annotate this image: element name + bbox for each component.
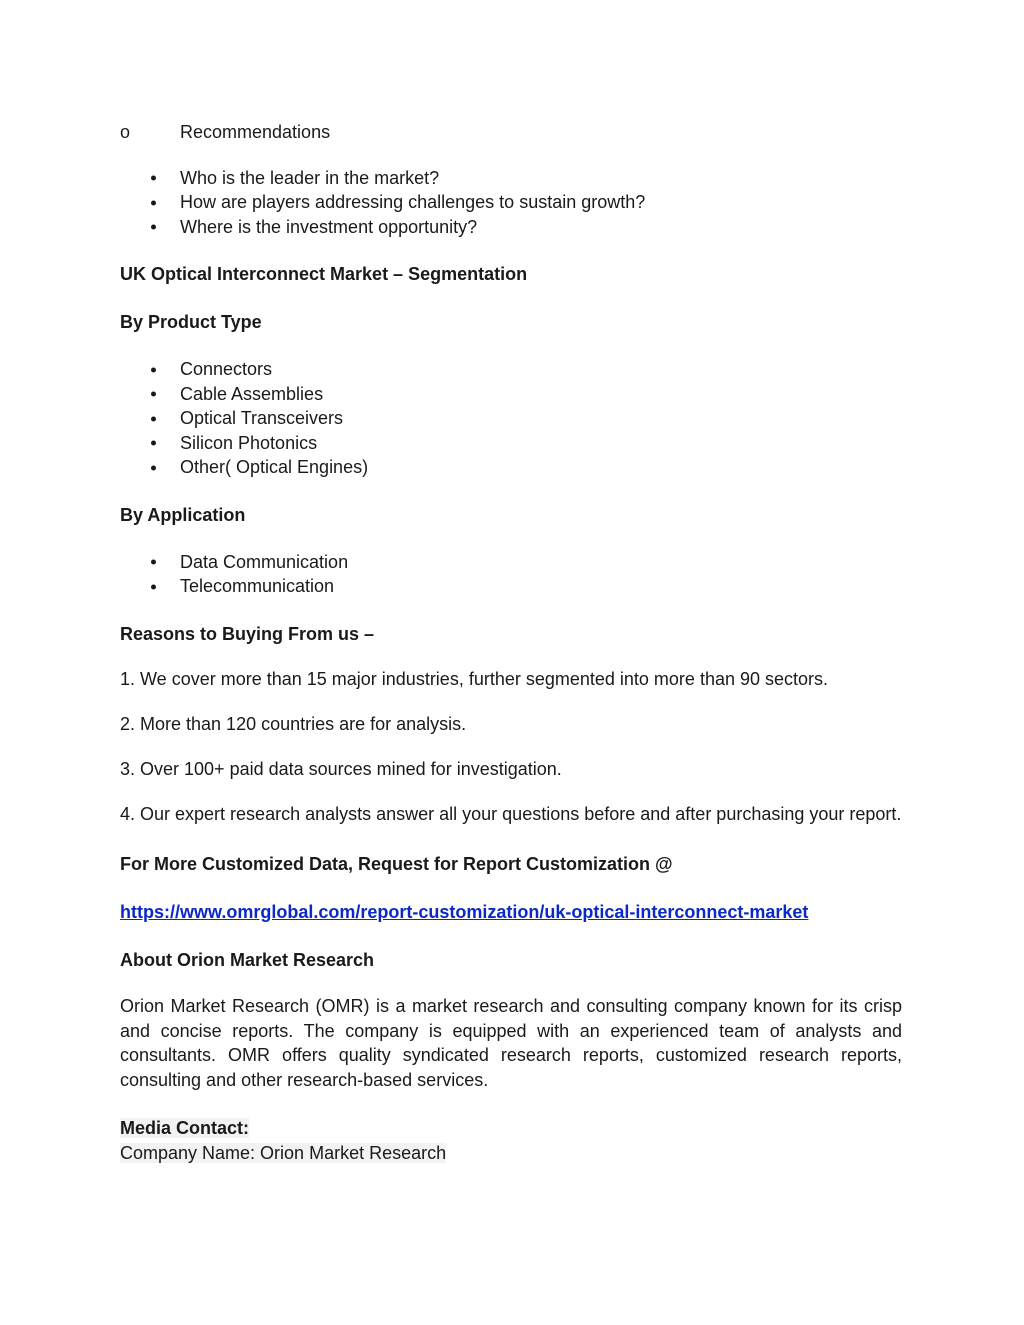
list-item: Other( Optical Engines) (120, 456, 902, 481)
list-item: Who is the leader in the market? (120, 166, 902, 191)
segmentation-title: UK Optical Interconnect Market – Segmentation (120, 264, 528, 284)
product-type-heading: By Product Type (120, 312, 262, 332)
company-name: Company Name: Orion Market Research (120, 1142, 447, 1163)
reason-item-4: 4. Our expert research analysts answer all your questions before and after purchasing your report. (120, 804, 902, 824)
list-item: Silicon Photonics (120, 431, 902, 456)
reason-item-3: 3. Over 100+ paid data sources mined for investigation. (120, 759, 562, 779)
bullet-icon (120, 575, 180, 600)
reason-item-1: 1. We cover more than 15 major industries, further segmented into more than 90 sectors. (120, 669, 829, 689)
customization-link[interactable]: https://www.omrglobal.com/report-customization/uk-optical-interconnect-market (120, 901, 809, 922)
list-item: Where is the investment opportunity? (120, 215, 902, 240)
media-contact-heading: Media Contact: (120, 1118, 250, 1138)
product-type-list (120, 358, 902, 481)
bullet-icon (120, 166, 180, 191)
bullet-icon (120, 191, 180, 216)
list-item: Cable Assemblies (120, 382, 902, 407)
o-marker: o (120, 121, 131, 142)
document-page (120, 118, 902, 1165)
bullet-icon (120, 456, 180, 481)
reason-item-2: 2. More than 120 countries are for analysis. (120, 714, 467, 734)
list-item: Telecommunication (120, 575, 902, 600)
list-item: Optical Transceivers (120, 407, 902, 432)
about-heading: About Orion Market Research (120, 949, 375, 970)
application-list (120, 550, 902, 599)
bullet-icon (120, 382, 180, 407)
recommendations-list (120, 166, 902, 240)
bullet-icon (120, 358, 180, 383)
list-item: Data Communication (120, 550, 902, 575)
list-item: Connectors (120, 358, 902, 383)
bullet-icon (120, 407, 180, 432)
recommendations-label: Recommendations (180, 121, 331, 142)
bullet-icon (120, 215, 180, 240)
about-body: Orion Market Research (OMR) is a market research and consulting company known for its crisp and concise reports. The company is equipped with an experienced team of analysts and consultants. OMR offers quality syndicated research reports, customized research reports, consulting and other research-based services. (120, 996, 902, 1090)
bullet-icon (120, 431, 180, 456)
recommendations-item (120, 118, 902, 146)
bullet-icon (120, 550, 180, 575)
list-item: How are players addressing challenges to sustain growth? (120, 191, 902, 216)
application-heading: By Application (120, 504, 246, 525)
customization-heading: For More Customized Data, Request for Report Customization @ (120, 853, 673, 874)
reasons-heading: Reasons to Buying From us – (120, 623, 375, 644)
